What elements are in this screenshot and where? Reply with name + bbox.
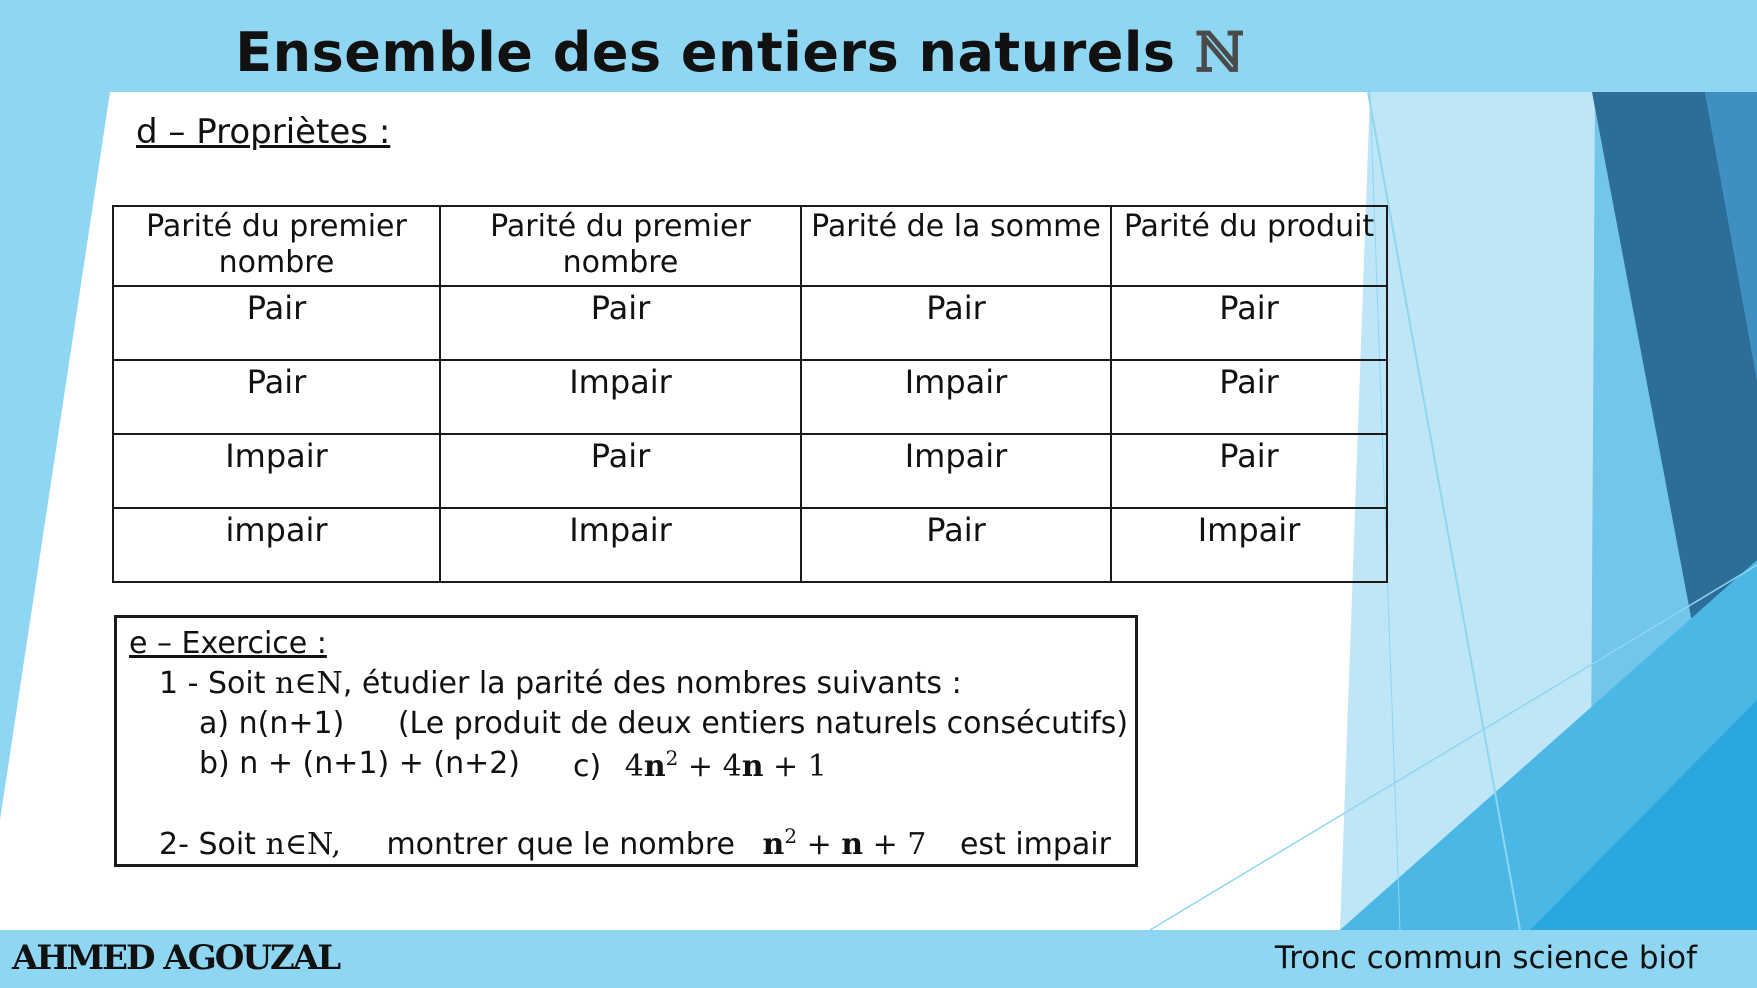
q1-text: , étudier la parité des nombres suivants : [342, 666, 962, 701]
table-cell: Pair [113, 286, 440, 360]
table-header-cell: Parité de la somme [801, 206, 1111, 286]
table-row [113, 360, 1387, 434]
q2-exp: 2 [784, 824, 798, 848]
table-cell: Pair [440, 434, 801, 508]
c-rest2: + 1 [763, 749, 827, 784]
table-cell: impair [113, 508, 440, 582]
question-1b [199, 746, 520, 781]
q1c-label: c) [573, 749, 602, 784]
table-cell: Pair [1111, 434, 1387, 508]
table-cell: Impair [801, 434, 1111, 508]
question-1c [573, 746, 827, 784]
table-cell: Impair [113, 434, 440, 508]
q1-prefix: 1 - Soit [159, 666, 266, 701]
table-cell: Impair [801, 360, 1111, 434]
q2-suffix: est impair [959, 827, 1111, 862]
natural-numbers-symbol: ℕ [1194, 20, 1245, 84]
q2-var-2: n [841, 827, 864, 862]
c-rest1: + 4 [678, 749, 742, 784]
exercise-box [114, 615, 1138, 867]
table-cell: Pair [1111, 360, 1387, 434]
author-name: AHMED AGOUZAL [12, 938, 340, 978]
table-cell: Impair [1111, 508, 1387, 582]
q1a-note: (Le produit de deux entiers naturels consécutifs) [397, 706, 1129, 741]
q2-expression [762, 824, 927, 862]
q1a-label: a) n(n+1) [199, 706, 345, 741]
c-var-2: n [741, 749, 764, 784]
q1-math: n∈N [275, 666, 343, 701]
table-cell: Pair [113, 360, 440, 434]
section-heading: d – Propriètes : [136, 112, 391, 152]
c-var: n [643, 749, 666, 784]
course-name: Tronc commun science biof [1274, 940, 1697, 976]
q2-plus: + [797, 827, 842, 862]
table-header-cell: Parité du premier nombre [440, 206, 801, 286]
c-exp: 2 [665, 746, 679, 770]
q2-text: montrer que le nombre [386, 827, 735, 862]
slide-title [0, 20, 1480, 84]
title-text: Ensemble des entiers naturels [235, 21, 1176, 84]
table-cell: Impair [440, 360, 801, 434]
table-row [113, 286, 1387, 360]
table-cell: Pair [440, 286, 801, 360]
q1b-label: b) n + (n+1) + (n+2) [199, 746, 521, 781]
exercise-heading: e – Exercice : [129, 626, 327, 661]
question-1a [199, 706, 1128, 741]
table-header-cell: Parité du produit [1111, 206, 1387, 286]
table-cell: Pair [801, 286, 1111, 360]
q2-var: n [762, 827, 785, 862]
question-2 [159, 824, 1111, 862]
table-header-cell: Parité du premier nombre [113, 206, 440, 286]
table-cell: Pair [1111, 286, 1387, 360]
table-row [113, 508, 1387, 582]
parity-table [112, 205, 1388, 583]
table-row [113, 434, 1387, 508]
q2-math: n∈N, [265, 827, 341, 862]
q2-rest: + 7 [863, 827, 927, 862]
question-1 [159, 666, 962, 701]
q1c-expression [624, 746, 827, 784]
c-coef: 4 [624, 749, 644, 784]
table-header-row [113, 206, 1387, 286]
table-cell: Impair [440, 508, 801, 582]
q2-prefix: 2- Soit [159, 827, 256, 862]
table-cell: Pair [801, 508, 1111, 582]
